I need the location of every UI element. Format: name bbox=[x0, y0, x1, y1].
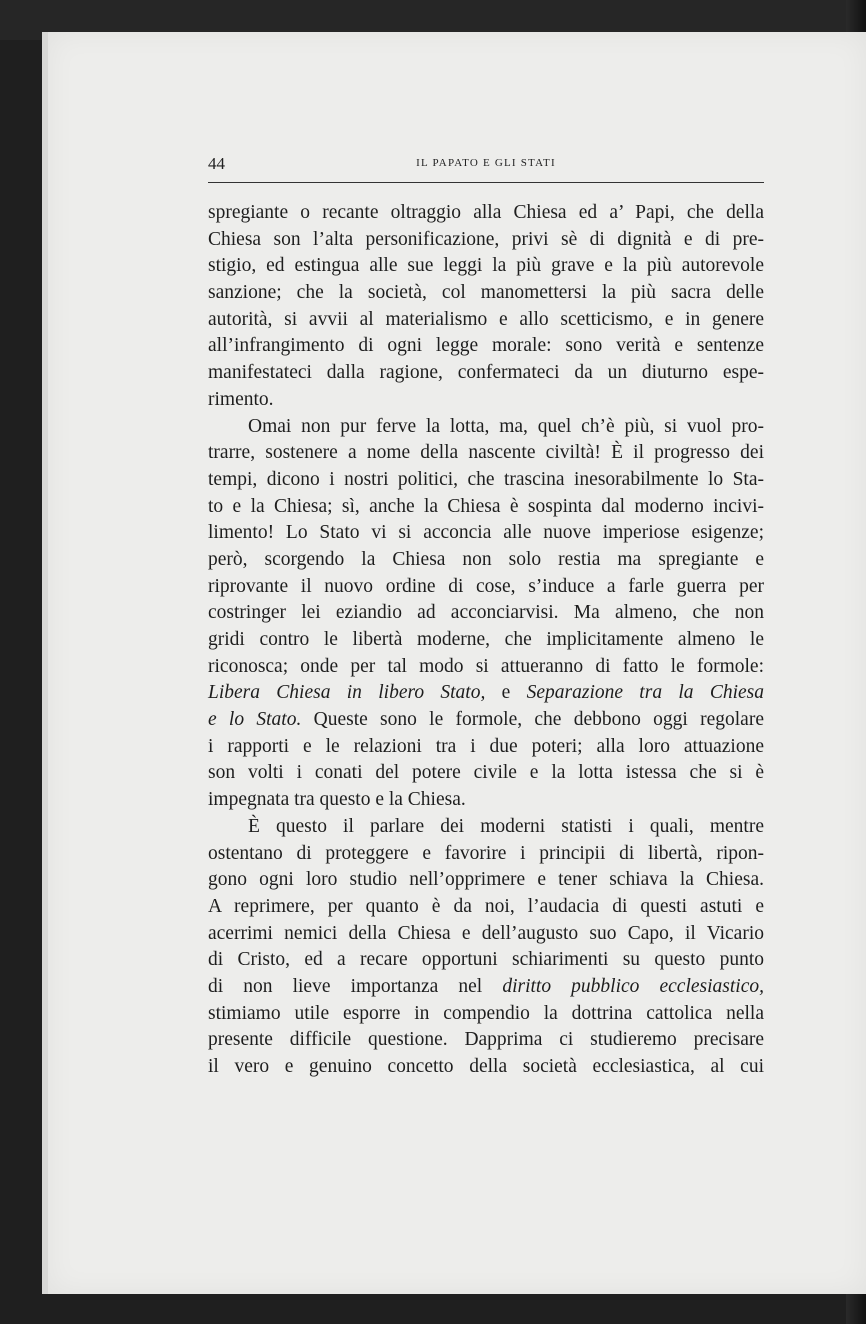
page-number: 44 bbox=[208, 154, 225, 173]
running-head bbox=[208, 154, 764, 183]
text-line: stigio, ed estingua alle sue leggi la più grave e la più autorevole bbox=[208, 255, 764, 277]
text-line: impegnata tra questo e la Chiesa. bbox=[208, 789, 466, 811]
running-title: IL PAPATO E GLI STATI bbox=[416, 157, 556, 169]
text-line: acerrimi nemici della Chiesa e dell’augusto suo Capo, il Vicario bbox=[208, 922, 764, 944]
text-line: autorità, si avvii al materialismo e allo scetticismo, e in genere bbox=[208, 308, 764, 330]
body-text bbox=[208, 200, 764, 1081]
text-line: riconosca; onde per tal modo si attueranno di fatto le formole: bbox=[208, 655, 764, 677]
text-line: rimento. bbox=[208, 388, 274, 410]
text-line: costringer lei eziandio ad acconciarvisi. Ma almeno, che non bbox=[208, 602, 764, 624]
text-line: A reprimere, per quanto è da noi, l’audacia di questi astuti e bbox=[208, 895, 764, 917]
paragraph-start-line: È questo il parlare dei moderni statisti i quali, mentre bbox=[248, 815, 764, 837]
text-line: il vero e genuino concetto della società ecclesiastica, al cui bbox=[208, 1056, 764, 1077]
text-line: i rapporti e le relazioni tra i due poteri; alla loro attuazione bbox=[208, 735, 764, 757]
text-line bbox=[208, 680, 764, 707]
text-line: gono ogni loro studio nell’opprimere e tener schiava la Chiesa. bbox=[208, 869, 764, 891]
text-line: son volti i conati del potere civile e la lotta istessa che si è bbox=[208, 762, 764, 784]
text-line: riprovante il nuovo ordine di cose, s’induce a farle guerra per bbox=[208, 575, 764, 597]
text-line: limento! Lo Stato vi si acconcia alle nuove imperiose esigenze; bbox=[208, 522, 764, 544]
italic-phrase: e lo Stato. bbox=[208, 709, 302, 731]
text-line: tempi, dicono i nostri politici, che trascina inesorabilmente lo Sta- bbox=[208, 468, 764, 490]
text-line: trarre, sostenere a nome della nascente civiltà! È il progresso dei bbox=[208, 442, 764, 464]
text-line: presente difficile questione. Dapprima ci studieremo precisare bbox=[208, 1029, 764, 1051]
book-page bbox=[42, 32, 866, 1294]
text-line: spregiante o recante oltraggio alla Chiesa ed a’ Papi, che della bbox=[208, 202, 764, 223]
italic-phrase: Separazione tra la Chiesa bbox=[526, 682, 764, 704]
text-line: manifestateci dalla ragione, confermateci da un diuturno espe- bbox=[208, 362, 764, 384]
text-fragment: e bbox=[485, 682, 527, 704]
text-line: sanzione; che la società, col manomettersi la più sacra delle bbox=[208, 282, 764, 304]
text-line: all’infrangimento di ogni legge morale: sono verità e sentenze bbox=[208, 335, 764, 357]
text-line: di Cristo, ed a recare opportuni schiarimenti su questo punto bbox=[208, 949, 764, 971]
text-line: gridi contro le libertà moderne, che implicitamente almeno le bbox=[208, 629, 764, 650]
text-fragment: Queste sono le formole, che debbono oggi regolare bbox=[301, 709, 764, 731]
text-fragment: di non lieve importanza nel bbox=[208, 975, 503, 997]
text-line: però, scorgendo la Chiesa non solo restia ma spregiante e bbox=[208, 548, 764, 570]
paragraph-start-line: Omai non pur ferve la lotta, ma, quel ch’è più, si vuol pro- bbox=[248, 415, 764, 437]
text-line: stimiamo utile esporre in compendio la dottrina cattolica nella bbox=[208, 1002, 764, 1024]
text-line: Chiesa son l’alta personificazione, privi sè di dignità e di pre- bbox=[208, 228, 764, 250]
text-line bbox=[208, 707, 764, 734]
text-line: ostentano di proteggere e favorire i principii di libertà, ripon- bbox=[208, 842, 764, 864]
text-line: to e la Chiesa; sì, anche la Chiesa è sospinta dal moderno incivi- bbox=[208, 495, 764, 517]
italic-phrase: Libera Chiesa in libero Stato, bbox=[208, 682, 486, 704]
italic-phrase: diritto pubblico ecclesiastico, bbox=[502, 975, 764, 997]
text-line bbox=[208, 974, 764, 1001]
